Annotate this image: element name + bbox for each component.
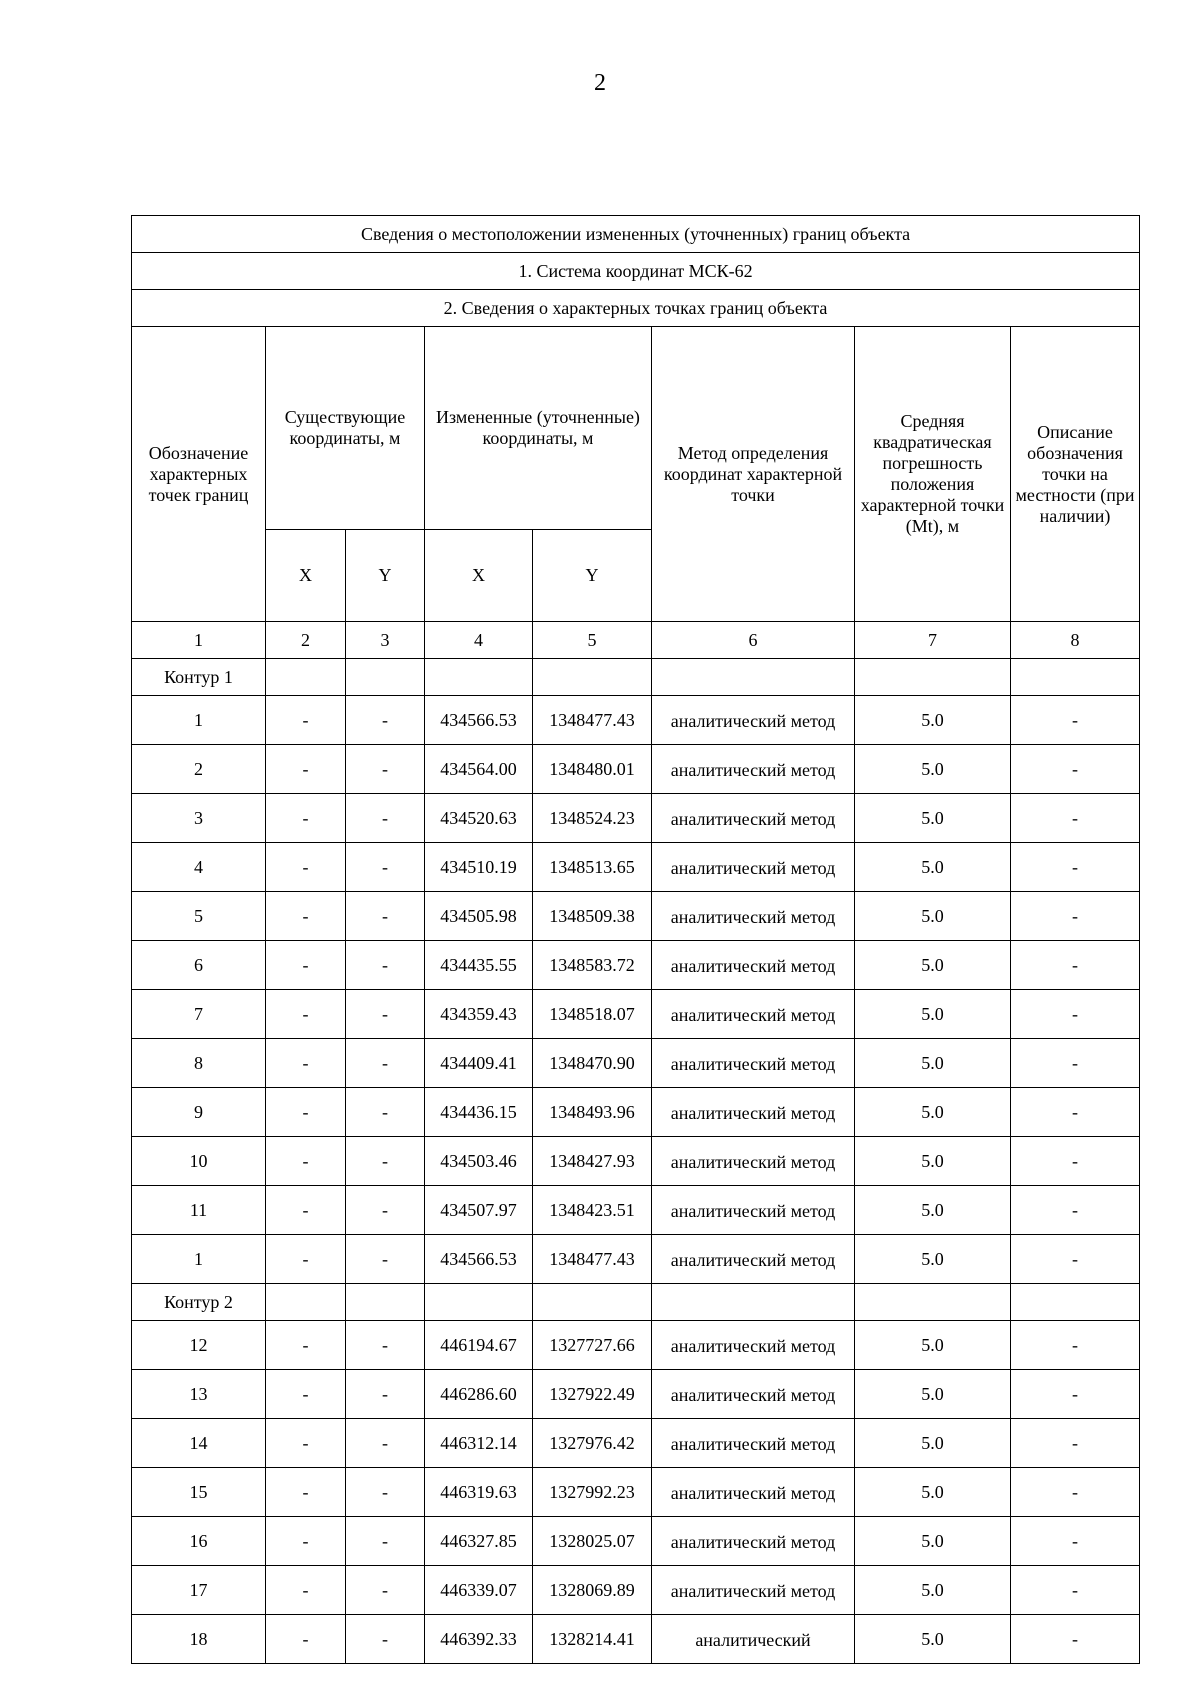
coordinate-system-section: 1. Система координат МСК-62 <box>132 253 1140 290</box>
point-description-cell: - <box>1011 1419 1140 1468</box>
existing-y-cell: - <box>346 1039 425 1088</box>
existing-y-cell: - <box>346 892 425 941</box>
point-description-cell: - <box>1011 1468 1140 1517</box>
table-row <box>132 1235 1140 1284</box>
method-cell: аналитический метод <box>652 941 855 990</box>
page-number: 2 <box>594 70 606 96</box>
existing-y-cell: - <box>346 1137 425 1186</box>
accuracy-mt-cell: 5.0 <box>855 1088 1011 1137</box>
point-designation-cell: 1 <box>132 696 266 745</box>
point-description-cell: - <box>1011 941 1140 990</box>
existing-x-cell: - <box>266 892 346 941</box>
existing-y-cell: - <box>346 1468 425 1517</box>
empty-cell <box>855 1284 1011 1321</box>
table-row <box>132 1088 1140 1137</box>
table-row <box>132 745 1140 794</box>
existing-y-cell: - <box>346 1088 425 1137</box>
point-description-cell: - <box>1011 696 1140 745</box>
existing-x-cell: - <box>266 843 346 892</box>
point-description-cell: - <box>1011 1321 1140 1370</box>
empty-cell <box>533 659 652 696</box>
point-description-cell: - <box>1011 1370 1140 1419</box>
changed-y-cell: 1348480.01 <box>533 745 652 794</box>
changed-y-cell: 1327727.66 <box>533 1321 652 1370</box>
header-method: Метод определения координат характерной точки <box>652 327 855 622</box>
header-changed-x: X <box>425 530 533 622</box>
changed-x-cell: 434566.53 <box>425 696 533 745</box>
header-existing-x: X <box>266 530 346 622</box>
existing-x-cell: - <box>266 794 346 843</box>
contour-label: Контур 1 <box>132 659 266 696</box>
method-cell: аналитический метод <box>652 1039 855 1088</box>
column-number: 2 <box>266 622 346 659</box>
accuracy-mt-cell: 5.0 <box>855 1615 1011 1664</box>
empty-cell <box>1011 1284 1140 1321</box>
changed-y-cell: 1348509.38 <box>533 892 652 941</box>
changed-x-cell: 434436.15 <box>425 1088 533 1137</box>
changed-x-cell: 446312.14 <box>425 1419 533 1468</box>
empty-cell <box>652 1284 855 1321</box>
method-cell: аналитический метод <box>652 1235 855 1284</box>
accuracy-mt-cell: 5.0 <box>855 1517 1011 1566</box>
existing-y-cell: - <box>346 1566 425 1615</box>
header-existing-y: Y <box>346 530 425 622</box>
changed-x-cell: 434505.98 <box>425 892 533 941</box>
accuracy-mt-cell: 5.0 <box>855 745 1011 794</box>
method-cell: аналитический метод <box>652 1517 855 1566</box>
point-description-cell: - <box>1011 745 1140 794</box>
column-number: 4 <box>425 622 533 659</box>
accuracy-mt-cell: 5.0 <box>855 1566 1011 1615</box>
table-row <box>132 1468 1140 1517</box>
boundary-points-section: 2. Сведения о характерных точках границ объекта <box>132 290 1140 327</box>
method-cell: аналитический метод <box>652 1370 855 1419</box>
table-row <box>132 843 1140 892</box>
existing-y-cell: - <box>346 794 425 843</box>
method-cell: аналитический метод <box>652 1419 855 1468</box>
header-point-designation: Обозначение характерных точек границ <box>132 327 266 622</box>
accuracy-mt-cell: 5.0 <box>855 1370 1011 1419</box>
boundary-points-table <box>131 215 1140 1664</box>
point-description-cell: - <box>1011 1615 1140 1664</box>
existing-x-cell: - <box>266 1468 346 1517</box>
changed-y-cell: 1348477.43 <box>533 696 652 745</box>
existing-y-cell: - <box>346 1321 425 1370</box>
accuracy-mt-cell: 5.0 <box>855 941 1011 990</box>
existing-x-cell: - <box>266 1186 346 1235</box>
changed-x-cell: 434359.43 <box>425 990 533 1039</box>
accuracy-mt-cell: 5.0 <box>855 1321 1011 1370</box>
accuracy-mt-cell: 5.0 <box>855 1039 1011 1088</box>
changed-x-cell: 434566.53 <box>425 1235 533 1284</box>
method-cell: аналитический метод <box>652 1566 855 1615</box>
accuracy-mt-cell: 5.0 <box>855 1235 1011 1284</box>
point-designation-cell: 1 <box>132 1235 266 1284</box>
existing-x-cell: - <box>266 1566 346 1615</box>
table-row <box>132 1186 1140 1235</box>
header-existing-coordinates: Существующие координаты, м <box>266 327 425 530</box>
changed-y-cell: 1328214.41 <box>533 1615 652 1664</box>
table-row <box>132 1615 1140 1664</box>
changed-x-cell: 434564.00 <box>425 745 533 794</box>
table-row <box>132 1137 1140 1186</box>
changed-x-cell: 446194.67 <box>425 1321 533 1370</box>
changed-y-cell: 1348518.07 <box>533 990 652 1039</box>
table-row <box>132 1039 1140 1088</box>
empty-cell <box>266 659 346 696</box>
column-number: 8 <box>1011 622 1140 659</box>
point-description-cell: - <box>1011 1566 1140 1615</box>
existing-y-cell: - <box>346 1235 425 1284</box>
accuracy-mt-cell: 5.0 <box>855 696 1011 745</box>
contour-header-row <box>132 1284 1140 1321</box>
point-description-cell: - <box>1011 990 1140 1039</box>
empty-cell <box>346 659 425 696</box>
changed-x-cell: 446319.63 <box>425 1468 533 1517</box>
contour-label: Контур 2 <box>132 1284 266 1321</box>
table-row <box>132 696 1140 745</box>
point-designation-cell: 17 <box>132 1566 266 1615</box>
existing-y-cell: - <box>346 843 425 892</box>
empty-cell <box>425 659 533 696</box>
existing-y-cell: - <box>346 745 425 794</box>
method-cell: аналитический метод <box>652 1088 855 1137</box>
existing-x-cell: - <box>266 1039 346 1088</box>
point-designation-cell: 5 <box>132 892 266 941</box>
accuracy-mt-cell: 5.0 <box>855 1186 1011 1235</box>
changed-y-cell: 1348423.51 <box>533 1186 652 1235</box>
existing-y-cell: - <box>346 941 425 990</box>
existing-x-cell: - <box>266 745 346 794</box>
table-row <box>132 1566 1140 1615</box>
empty-cell <box>855 659 1011 696</box>
existing-x-cell: - <box>266 1517 346 1566</box>
existing-x-cell: - <box>266 990 346 1039</box>
point-designation-cell: 12 <box>132 1321 266 1370</box>
table-row <box>132 990 1140 1039</box>
existing-y-cell: - <box>346 990 425 1039</box>
changed-y-cell: 1327992.23 <box>533 1468 652 1517</box>
table-title: Сведения о местоположении измененных (уточненных) границ объекта <box>132 216 1140 253</box>
point-designation-cell: 9 <box>132 1088 266 1137</box>
point-designation-cell: 2 <box>132 745 266 794</box>
accuracy-mt-cell: 5.0 <box>855 1419 1011 1468</box>
column-number: 1 <box>132 622 266 659</box>
changed-x-cell: 434510.19 <box>425 843 533 892</box>
point-designation-cell: 14 <box>132 1419 266 1468</box>
changed-x-cell: 446327.85 <box>425 1517 533 1566</box>
changed-y-cell: 1348477.43 <box>533 1235 652 1284</box>
point-description-cell: - <box>1011 1137 1140 1186</box>
changed-x-cell: 434409.41 <box>425 1039 533 1088</box>
existing-x-cell: - <box>266 1137 346 1186</box>
accuracy-mt-cell: 5.0 <box>855 794 1011 843</box>
table-row <box>132 1517 1140 1566</box>
existing-x-cell: - <box>266 1419 346 1468</box>
header-description: Описание обозначения точки на местности (при наличии) <box>1011 327 1140 622</box>
changed-y-cell: 1348524.23 <box>533 794 652 843</box>
empty-cell <box>533 1284 652 1321</box>
table-row <box>132 1419 1140 1468</box>
point-designation-cell: 11 <box>132 1186 266 1235</box>
column-number: 7 <box>855 622 1011 659</box>
point-description-cell: - <box>1011 892 1140 941</box>
empty-cell <box>425 1284 533 1321</box>
table-row <box>132 892 1140 941</box>
existing-y-cell: - <box>346 1186 425 1235</box>
accuracy-mt-cell: 5.0 <box>855 892 1011 941</box>
point-designation-cell: 16 <box>132 1517 266 1566</box>
table-row <box>132 941 1140 990</box>
changed-x-cell: 446339.07 <box>425 1566 533 1615</box>
column-number: 3 <box>346 622 425 659</box>
point-description-cell: - <box>1011 1186 1140 1235</box>
empty-cell <box>346 1284 425 1321</box>
existing-x-cell: - <box>266 1370 346 1419</box>
changed-y-cell: 1348493.96 <box>533 1088 652 1137</box>
point-designation-cell: 7 <box>132 990 266 1039</box>
accuracy-mt-cell: 5.0 <box>855 990 1011 1039</box>
point-description-cell: - <box>1011 843 1140 892</box>
changed-x-cell: 434435.55 <box>425 941 533 990</box>
changed-y-cell: 1327976.42 <box>533 1419 652 1468</box>
contour-header-row <box>132 659 1140 696</box>
existing-x-cell: - <box>266 1235 346 1284</box>
point-description-cell: - <box>1011 794 1140 843</box>
method-cell: аналитический метод <box>652 1321 855 1370</box>
changed-x-cell: 434507.97 <box>425 1186 533 1235</box>
point-designation-cell: 10 <box>132 1137 266 1186</box>
changed-y-cell: 1348427.93 <box>533 1137 652 1186</box>
existing-y-cell: - <box>346 1419 425 1468</box>
changed-y-cell: 1348470.90 <box>533 1039 652 1088</box>
column-number: 5 <box>533 622 652 659</box>
method-cell: аналитический метод <box>652 696 855 745</box>
changed-y-cell: 1328025.07 <box>533 1517 652 1566</box>
point-designation-cell: 13 <box>132 1370 266 1419</box>
table-row <box>132 1370 1140 1419</box>
changed-x-cell: 446392.33 <box>425 1615 533 1664</box>
existing-x-cell: - <box>266 1088 346 1137</box>
header-changed-y: Y <box>533 530 652 622</box>
point-description-cell: - <box>1011 1235 1140 1284</box>
point-designation-cell: 15 <box>132 1468 266 1517</box>
method-cell: аналитический <box>652 1615 855 1664</box>
changed-x-cell: 434503.46 <box>425 1137 533 1186</box>
existing-x-cell: - <box>266 1321 346 1370</box>
existing-x-cell: - <box>266 941 346 990</box>
changed-y-cell: 1348513.65 <box>533 843 652 892</box>
empty-cell <box>652 659 855 696</box>
existing-y-cell: - <box>346 1615 425 1664</box>
point-designation-cell: 4 <box>132 843 266 892</box>
method-cell: аналитический метод <box>652 843 855 892</box>
empty-cell <box>266 1284 346 1321</box>
point-designation-cell: 3 <box>132 794 266 843</box>
method-cell: аналитический метод <box>652 1468 855 1517</box>
method-cell: аналитический метод <box>652 794 855 843</box>
method-cell: аналитический метод <box>652 1186 855 1235</box>
method-cell: аналитический метод <box>652 1137 855 1186</box>
existing-y-cell: - <box>346 696 425 745</box>
method-cell: аналитический метод <box>652 990 855 1039</box>
existing-y-cell: - <box>346 1517 425 1566</box>
changed-x-cell: 434520.63 <box>425 794 533 843</box>
existing-x-cell: - <box>266 1615 346 1664</box>
existing-y-cell: - <box>346 1370 425 1419</box>
point-designation-cell: 6 <box>132 941 266 990</box>
point-description-cell: - <box>1011 1039 1140 1088</box>
table-row <box>132 794 1140 843</box>
empty-cell <box>1011 659 1140 696</box>
method-cell: аналитический метод <box>652 745 855 794</box>
table-row <box>132 1321 1140 1370</box>
changed-x-cell: 446286.60 <box>425 1370 533 1419</box>
header-changed-coordinates: Измененные (уточненные) координаты, м <box>425 327 652 530</box>
existing-x-cell: - <box>266 696 346 745</box>
point-description-cell: - <box>1011 1088 1140 1137</box>
column-number: 6 <box>652 622 855 659</box>
changed-y-cell: 1348583.72 <box>533 941 652 990</box>
changed-y-cell: 1327922.49 <box>533 1370 652 1419</box>
point-designation-cell: 8 <box>132 1039 266 1088</box>
point-description-cell: - <box>1011 1517 1140 1566</box>
accuracy-mt-cell: 5.0 <box>855 843 1011 892</box>
accuracy-mt-cell: 5.0 <box>855 1137 1011 1186</box>
header-accuracy: Средняя квадратическая погрешность положения характерной точки (Mt), м <box>855 327 1011 622</box>
method-cell: аналитический метод <box>652 892 855 941</box>
accuracy-mt-cell: 5.0 <box>855 1468 1011 1517</box>
point-designation-cell: 18 <box>132 1615 266 1664</box>
changed-y-cell: 1328069.89 <box>533 1566 652 1615</box>
